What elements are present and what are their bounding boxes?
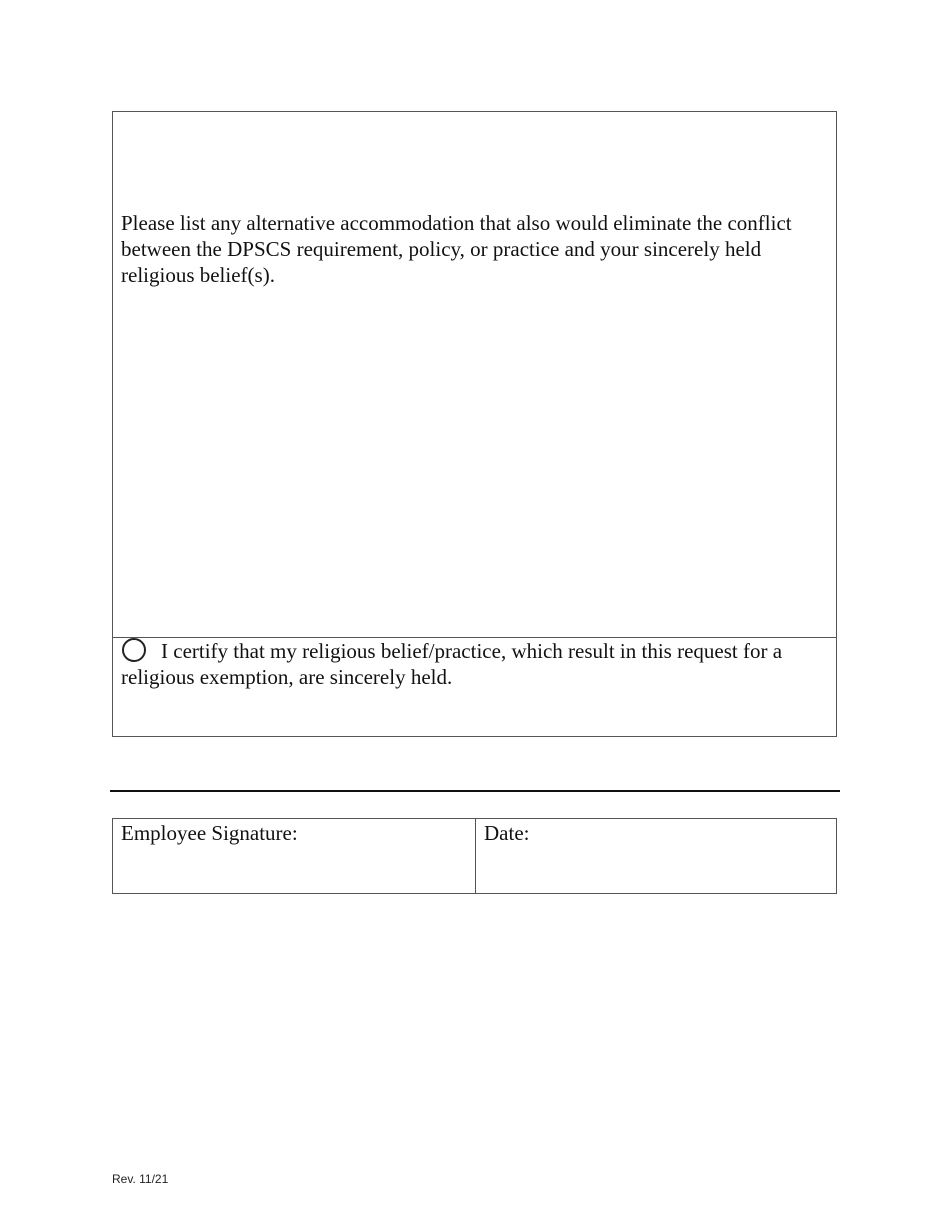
alternative-accommodation-section (113, 112, 836, 638)
employee-signature-label: Employee Signature: (121, 821, 298, 845)
certification-section (113, 638, 836, 736)
certification-statement: I certify that my religious belief/practice, which result in this request for a religious exemption, are sincerely held. (121, 639, 783, 689)
form-main-box (112, 111, 837, 737)
signature-table (112, 818, 837, 894)
date-label: Date: (484, 821, 530, 845)
revision-note: Rev. 11/21 (112, 1172, 169, 1186)
alternative-accommodation-prompt: Please list any alternative accommodation that also would eliminate the conflict between the DPSCS requirement, policy, or practice and your sincerely held religious belief(s). (121, 211, 792, 287)
date-field[interactable] (476, 819, 836, 893)
section-divider (110, 790, 840, 792)
alternative-accommodation-answer-field[interactable] (121, 297, 830, 631)
employee-signature-field[interactable] (113, 819, 476, 893)
